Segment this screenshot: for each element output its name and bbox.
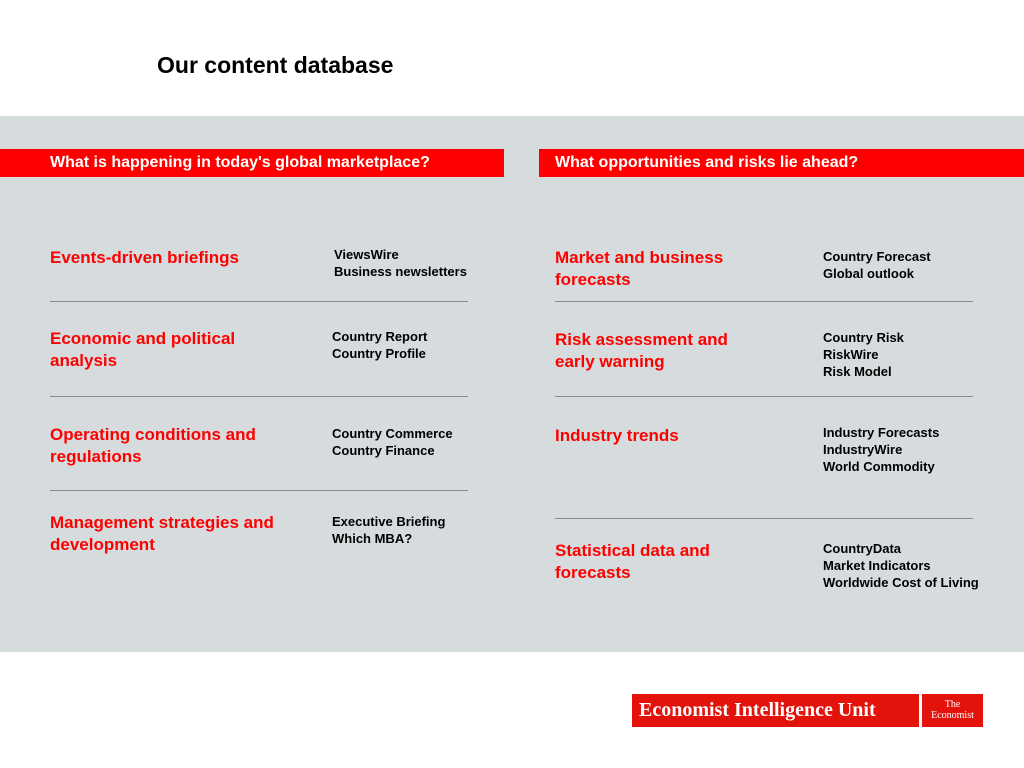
topic-events-driven-briefings: Events-driven briefings xyxy=(50,248,239,267)
left-column-heading: What is happening in today's global marketplace? xyxy=(0,149,504,177)
topic-market-business-forecasts: Market and business forecasts xyxy=(555,248,724,289)
products-statistical-data: CountryData Market Indicators Worldwide Cost of Living xyxy=(823,541,979,590)
eiu-logo-text: Economist Intelligence Unit xyxy=(639,699,876,721)
topic-statistical-data: Statistical data and forecasts xyxy=(555,541,710,582)
divider xyxy=(50,396,468,397)
divider xyxy=(50,490,468,491)
products-economic-political-analysis: Country Report Country Profile xyxy=(332,329,428,361)
divider xyxy=(555,301,973,302)
topic-risk-assessment: Risk assessment and early warning xyxy=(555,330,728,371)
products-operating-conditions: Country Commerce Country Finance xyxy=(332,426,453,458)
divider xyxy=(555,518,973,519)
topic-management-strategies: Management strategies and development xyxy=(50,513,274,554)
products-risk-assessment: Country Risk RiskWire Risk Model xyxy=(823,330,904,379)
page-title: Our content database xyxy=(157,52,394,78)
divider xyxy=(50,301,468,302)
economist-logo-line1: The xyxy=(944,699,961,710)
topic-industry-trends: Industry trends xyxy=(555,426,679,445)
topic-operating-conditions: Operating conditions and regulations xyxy=(50,425,256,466)
divider xyxy=(555,396,973,397)
products-management-strategies: Executive Briefing Which MBA? xyxy=(332,514,446,546)
topic-economic-political-analysis: Economic and political analysis xyxy=(50,329,236,370)
economist-logo xyxy=(922,694,983,727)
economist-logo-line2: Economist xyxy=(931,710,974,721)
products-industry-trends: Industry Forecasts IndustryWire World Commodity xyxy=(823,425,940,474)
eiu-logo xyxy=(632,694,919,727)
right-column-heading: What opportunities and risks lie ahead? xyxy=(539,149,1024,177)
products-market-business-forecasts: Country Forecast Global outlook xyxy=(823,249,931,281)
products-events-driven-briefings: ViewsWire Business newsletters xyxy=(334,247,467,279)
